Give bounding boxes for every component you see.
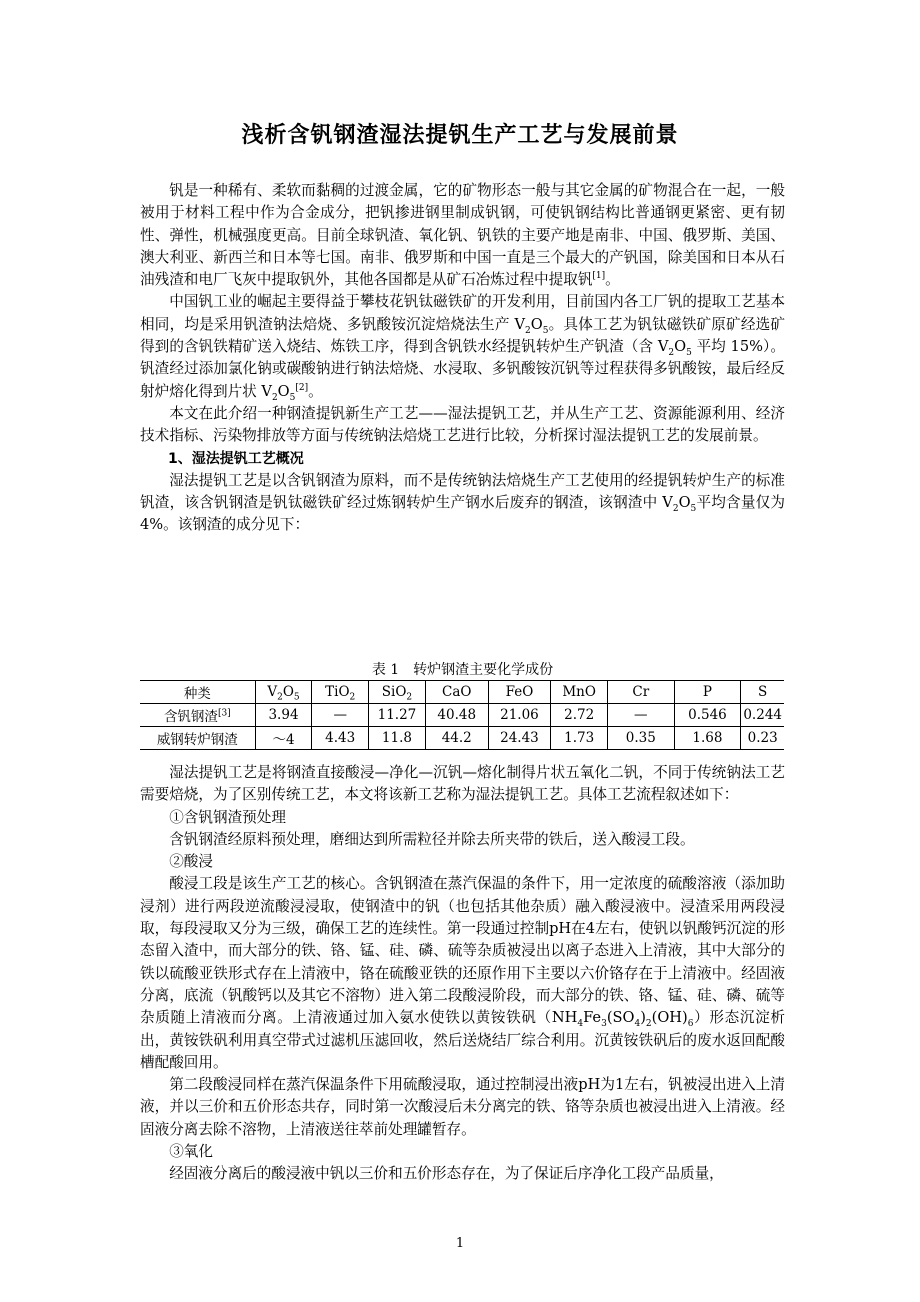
section1-paragraph: 湿法提钒工艺是以含钒钢渣为原料，而不是传统钠法焙烧生产工艺使用的经提钒转炉生产的标准钒渣，该含钒钢渣是钒钛磁铁矿经过炼钢转炉生产钢水后废弃的钢渣，该钢渣中 $V_2O_5$平均含量仅为4%。该钢渣的成分见下： bbox=[140, 471, 785, 534]
table-header-cell: S bbox=[741, 681, 784, 704]
table-header-cell: MnO bbox=[551, 681, 608, 704]
intro-section bbox=[140, 180, 785, 537]
table-cell: 11.8 bbox=[369, 727, 426, 750]
section-heading: 1、湿法提钒工艺概况 bbox=[168, 450, 304, 467]
table-cell: 0.546 bbox=[674, 704, 741, 727]
table-row bbox=[140, 727, 784, 750]
step-paragraph: 经固液分离后的酸浸液中钒以三价和五价形态存在，为了保证后序净化工段产品质量， bbox=[169, 1165, 724, 1183]
composition-table bbox=[140, 680, 784, 750]
intro-paragraph-3: 本文在此介绍一种钢渣提钒新生产工艺——湿法提钒工艺，并从生产工艺、资源能源利用、经济技术指标、污染物排放等方面与传统钠法焙烧工艺进行比较，分析探讨湿法提钒工艺的发展前景。 bbox=[140, 404, 785, 445]
page-title: 浅析含钒钢渣湿法提钒生产工艺与发展前景 bbox=[241, 123, 679, 148]
table-cell: ～4 bbox=[255, 727, 312, 750]
table-header-cell: $V_2O_5$ bbox=[255, 681, 312, 704]
table-cell: 0.244 bbox=[741, 704, 784, 727]
table-cell: 0.35 bbox=[608, 727, 675, 750]
table-cell: 0.23 bbox=[741, 727, 784, 750]
table-cell: 含钒钢渣[3] bbox=[140, 704, 255, 727]
table-cell: 2.72 bbox=[551, 704, 608, 727]
step-title: ①含钒钢渣预处理 bbox=[169, 808, 286, 826]
table-header-cell: SiO$_2$ bbox=[369, 681, 426, 704]
step-title: ③氧化 bbox=[169, 1143, 213, 1161]
table-cell: 1.73 bbox=[551, 727, 608, 750]
table-cell: 24.43 bbox=[488, 727, 551, 750]
citation-ref: [1] bbox=[592, 271, 606, 282]
page-number: 1 bbox=[455, 1236, 465, 1251]
intro-paragraph-2: 中国钒工业的崛起主要得益于攀枝花钒钛磁铁矿的开发利用，目前国内各工厂钒的提取工艺基本相同，均是采用钒渣钠法焙烧、多钒酸铵沉淀焙烧法生产 $V_2O_5$。具体工艺为钒钛磁铁矿原矿经选矿得到的含钒铁精矿送入烧结、炼铁工序，得到含钒铁水经提钒转炉生产钒渣（含 $V_2O_5$ 平均 15%）。钒渣经过添加氯化钠或碳酸钠进行钠法焙烧、水浸取、多钒酸铵沉钒等过程获得多钒酸铵，最后经反射炉熔化得到片状 $V_2O_5[2]$。 bbox=[140, 293, 786, 403]
table-header-cell: TiO$_2$ bbox=[312, 681, 369, 704]
table-header-cell: FeO bbox=[488, 681, 551, 704]
step-title: ②酸浸 bbox=[169, 853, 213, 871]
table-cell: 40.48 bbox=[425, 704, 488, 727]
process-section bbox=[140, 762, 785, 1186]
table-row bbox=[140, 704, 784, 727]
table-caption: 表 1 转炉钢渣主要化学成份 bbox=[371, 662, 554, 678]
table-cell: 威钢转炉钢渣 bbox=[140, 727, 255, 750]
table-cell: 11.27 bbox=[369, 704, 426, 727]
table-cell: 4.43 bbox=[312, 727, 369, 750]
step-paragraph: 含钒钢渣经原料预处理，磨细达到所需粒径并除去所夹带的铁后，送入酸浸工段。 bbox=[169, 830, 695, 848]
table-cell: — bbox=[312, 704, 369, 727]
citation-ref: [2] bbox=[295, 382, 309, 393]
table-header-row bbox=[140, 681, 784, 704]
table-cell: 3.94 bbox=[255, 704, 312, 727]
intro-paragraph-1: 钒是一种稀有、柔软而黏稠的过渡金属，它的矿物形态一般与其它金属的矿物混合在一起，一般被用于材料工程中作为合金成分，把钒掺进钢里制成钒钢，可使钒钢结构比普通钢更紧密、更有韧性、弹性，机械强度更高。目前全球钒渣、氧化钒、钒铁的主要产地是南非、中国、俄罗斯、美国、澳大利亚、新西兰和日本等七国。南非、俄罗斯和中国一直是三个最大的产钒国，除美国和日本从石油残渣和电厂飞灰中提取钒外，其他各国都是从矿石冶炼过程中提取钒[1]。 bbox=[140, 182, 785, 289]
table-cell: 1.68 bbox=[674, 727, 741, 750]
table-cell: 44.2 bbox=[425, 727, 488, 750]
step-paragraph: 酸浸工段是该生产工艺的核心。含钒钢渣在蒸汽保温的条件下，用一定浓度的硫酸溶液（添加助浸剂）进行两段逆流酸浸浸取，使钢渣中的钒（也包括其他杂质）融入酸浸液中。浸渣采用两段浸取，每段浸取又分为三级，确保工艺的连续性。第一段通过控制pH在4左右，使钒以钒酸钙沉淀的形态留入渣中，而大部分的铁、铬、锰、硅、磷、硫等杂质被浸出以离子态进入上清液，其中大部分的铁以硫酸亚铁形式存在上清液中，铬在硫酸亚铁的还原作用下主要以六价铬存在于上清液中。经固液分离，底流（钒酸钙以及其它不溶物）进入第二段酸浸阶段，而大部分的铁、铬、锰、硅、磷、硫等杂质随上清液而分离。上清液通过加入氨水使铁以黄铵铁矾$(NH_4Fe_3(SO_4)_2(OH)_6)$形态沉淀析出，黄铵铁矾利用真空带式过滤机压滤回收，然后送烧结厂综合利用。沉黄铵铁矾后的废水返回配酸槽配酸回用。 bbox=[140, 875, 785, 1071]
table-header-cell: P bbox=[674, 681, 741, 704]
step-paragraph: 第二段酸浸同样在蒸汽保温条件下用硫酸浸取，通过控制浸出液pH为1左右，钒被浸出进入上清液，并以三价和五价形态共存，同时第一次酸浸后未分离完的铁、铬等杂质也被浸出进入上清液。经固液分离去除不溶物，上清液送往萃前处理罐暂存。 bbox=[140, 1076, 785, 1138]
table-header-cell: 种类 bbox=[140, 681, 255, 704]
process-paragraph: 湿法提钒工艺是将钢渣直接酸浸—净化—沉钒—熔化制得片状五氧化二钒，不同于传统钠法工艺需要焙烧，为了区别传统工艺，本文将该新工艺称为湿法提钒工艺。具体工艺流程叙述如下： bbox=[140, 764, 785, 804]
table-cell: 21.06 bbox=[488, 704, 551, 727]
table-cell: — bbox=[608, 704, 675, 727]
table-header-cell: Cr bbox=[608, 681, 675, 704]
table-header-cell: CaO bbox=[425, 681, 488, 704]
